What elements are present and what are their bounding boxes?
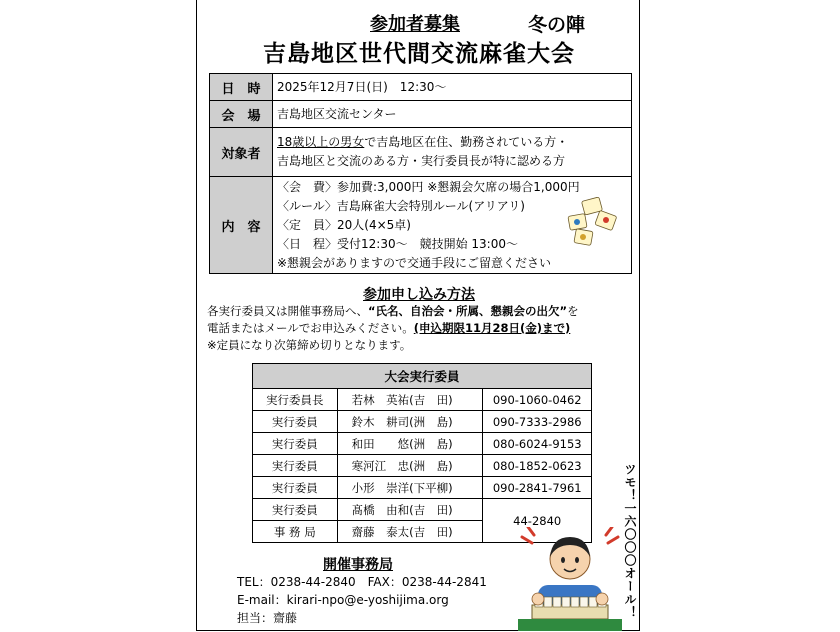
- app-line3: ※定員になり次第締め切りとなります。: [207, 338, 412, 352]
- shared-phone: 44-2840: [483, 499, 592, 543]
- office-tel-fax: TEL：0238-44-2840 FAX：0238-44-2841: [237, 575, 487, 589]
- member-phone: 080-1852-0623: [483, 455, 592, 477]
- app-line1-c: を: [567, 304, 579, 318]
- recruit-heading: 参加者募集: [370, 14, 460, 35]
- office-email: E-mail：kirari-npo@e-yoshijima.org: [237, 593, 449, 607]
- committee-heading: 大会実行委員: [253, 364, 592, 389]
- application-heading: 参加申し込み方法: [363, 287, 475, 303]
- member-role: 実行委員: [253, 499, 338, 521]
- table-row: [253, 389, 592, 411]
- content-label: 内 容: [210, 177, 273, 274]
- member-role: 実行委員: [253, 477, 338, 499]
- member-role: 事 務 局: [253, 521, 338, 543]
- content-row: [210, 177, 632, 274]
- app-line1-b: “氏名、自治会・所属、懇親会の出欠”: [368, 304, 568, 318]
- mahjong-tiles-icon: [565, 197, 623, 249]
- member-name: 齋藤 泰太(吉 田): [337, 521, 483, 543]
- venue-value: 吉島地区交流センター: [273, 101, 632, 128]
- rule-line: 〈ルール〉吉島麻雀大会特別ルール(アリアリ): [277, 198, 525, 213]
- capacity-line: 〈定 員〉20人(4×5卓): [277, 217, 411, 232]
- date-label: 日 時: [210, 74, 273, 101]
- member-role: 実行委員: [253, 433, 338, 455]
- content-value: [273, 177, 632, 274]
- mahjong-player-icon: [518, 527, 622, 631]
- date-row: [210, 74, 632, 101]
- venue-label: 会 場: [210, 101, 273, 128]
- date-value: 2025年12月7日(日) 12:30～: [273, 74, 632, 101]
- member-name: 髙橋 由和(吉 田): [337, 499, 483, 521]
- application-text: [207, 303, 635, 354]
- event-info-table: [209, 73, 632, 274]
- app-line1-a: 各実行委員又は開催事務局へ、: [207, 304, 368, 318]
- table-row: [253, 477, 592, 499]
- note-line: ※懇親会がありますので交通手段にご留意ください: [277, 255, 552, 270]
- target-line2-text: 吉島地区と交流のある方・実行委員長が特に認める方: [277, 154, 566, 168]
- app-deadline: (申込期限11月28日(金)まで): [413, 321, 571, 335]
- table-row: [253, 455, 592, 477]
- member-name: 寒河江 忠(洲 島): [337, 455, 483, 477]
- member-role: 実行委員: [253, 455, 338, 477]
- app-line2-a: 電話またはメールでお申込みください。: [207, 321, 414, 335]
- member-phone: 080-6024-9153: [483, 433, 592, 455]
- page-title: 吉島地区世代間交流麻雀大会: [263, 41, 575, 67]
- committee-header-row: [253, 364, 592, 389]
- venue-row: [210, 101, 632, 128]
- committee-table: [252, 363, 592, 543]
- target-value: [273, 128, 632, 177]
- member-name: 若林 英祐(吉 田): [337, 389, 483, 411]
- target-row: [210, 128, 632, 177]
- office-heading: 開催事務局: [323, 557, 393, 573]
- member-phone: 090-2841-7961: [483, 477, 592, 499]
- member-name: 小形 崇洋(下平柳): [337, 477, 483, 499]
- member-role: 実行委員: [253, 411, 338, 433]
- schedule-line: 〈日 程〉受付12:30～ 競技開始 13:00～: [277, 236, 518, 251]
- fee-line: 〈会 費〉参加費:3,000円 ※懇親会欠席の場合1,000円: [277, 179, 580, 194]
- table-row: [253, 433, 592, 455]
- office-contact: 担当：齋藤: [237, 611, 298, 625]
- table-row: [253, 499, 592, 521]
- member-phone: 090-1060-0462: [483, 389, 592, 411]
- member-phone: 090-7333-2986: [483, 411, 592, 433]
- tsumo-shout-text: ツモ！一六〇〇〇オール！: [623, 463, 637, 619]
- season-label: 冬の陣: [528, 14, 586, 36]
- target-line1-text: で吉島地区在住、勤務されている方・: [364, 135, 569, 149]
- member-name: 和田 悠(洲 島): [337, 433, 483, 455]
- target-age-text: 18歳以上の男女: [277, 135, 365, 149]
- target-label: 対象者: [210, 128, 273, 177]
- member-role: 実行委員長: [253, 389, 338, 411]
- member-name: 鈴木 耕司(洲 島): [337, 411, 483, 433]
- table-row: [253, 411, 592, 433]
